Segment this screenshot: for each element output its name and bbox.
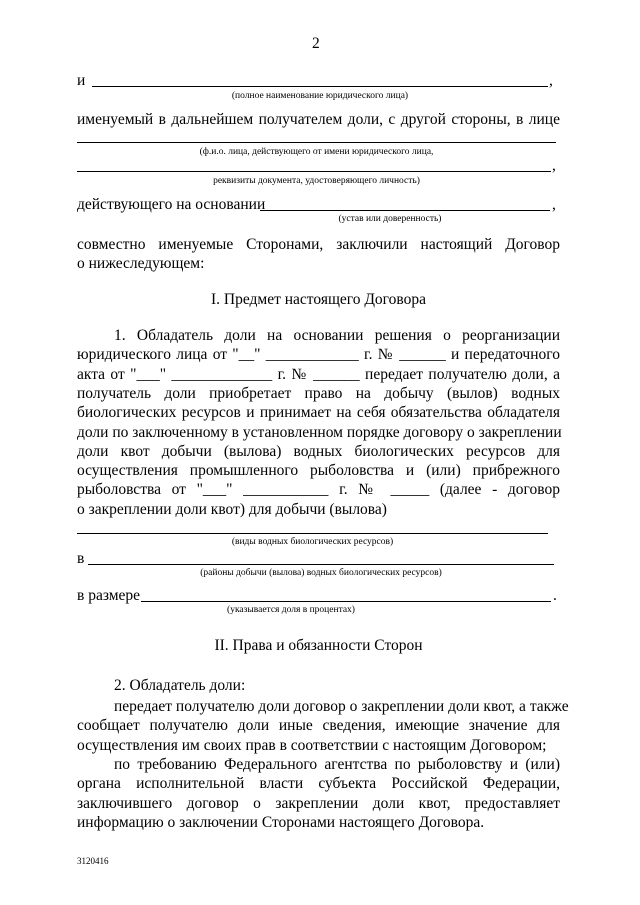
id-doc-line (77, 171, 551, 172)
comma: , (549, 72, 553, 89)
acting-basis-label: действующего на основании (77, 196, 266, 213)
caption-person: (ф.и.о. лица, действующего от имени юридического лица, (199, 147, 434, 157)
clause1-line: получатель доли приобретает право на добычу (вылов) водных (77, 384, 560, 402)
together-line-2: о нижеследующем: (77, 255, 205, 272)
clause2-line: осуществления им своих прав в соответствии с настоящим Договором; (77, 736, 547, 754)
page-number: 2 (312, 35, 320, 52)
clause2-head: 2. Обладатель доли: (114, 677, 246, 694)
clause1-line: 1. Обладатель доли на основании решения о реорганизации (114, 327, 560, 344)
clause1-line: юридического лица от "__" ____________ г. № ______ и передаточного (77, 346, 560, 364)
species-line (77, 533, 548, 534)
basis-line (260, 210, 550, 211)
amount-line (141, 601, 551, 602)
clause2-line: передает получателю доли договор о закреплении доли квот, а также (114, 698, 569, 715)
comma: , (552, 157, 556, 174)
section-2-title: II. Права и обязанности Сторон (214, 637, 423, 654)
person-line (77, 142, 556, 143)
caption-species: (виды водных биологических ресурсов) (231, 537, 394, 547)
together-line-1: совместно именуемые Сторонами, заключили настоящий Договор (77, 236, 560, 253)
caption-id-doc: реквизиты документа, удостоверяющего личность) (213, 176, 420, 186)
clause1-line: доли по заключенному в установленном порядке договору о закреплении (77, 423, 562, 441)
clause1-line: о закреплении доли квот) для добычи (вылова) (77, 500, 387, 518)
section-1-title: I. Предмет настоящего Договора (210, 291, 426, 308)
clause2-line: информацию о заключении Сторонами настоящего Договора. (77, 813, 485, 831)
clause1-line: биологических ресурсов и принимает на себя обязательства обладателя (77, 404, 560, 422)
clause1-line: доли квот добычи (вылова) водных биологических ресурсов для (77, 442, 560, 460)
in-word: в (77, 550, 85, 567)
period: . (553, 587, 557, 604)
caption-share: (указывается доля в процентах) (227, 605, 355, 615)
and-word: и (77, 72, 86, 89)
clause2-line: заключившего договор о закреплении доли квот, предоставляет (77, 794, 560, 812)
clause2-line: по требованию Федерального агентства по рыболовству и (или) (114, 755, 560, 773)
clause2-line: сообщает получателю доли иные сведения, имеющие значение для (77, 717, 560, 735)
footer-code: 3120416 (77, 856, 109, 866)
caption-basis: (устав или доверенность) (338, 214, 442, 224)
comma: , (552, 196, 556, 213)
clause1-line: акта от "___" _____________ г. № ______ передает получателю доли, а (77, 365, 560, 383)
clause1-line: осуществления промышленного рыболовства и (или) прибрежного (77, 462, 560, 480)
caption-entity-name: (полное наименование юридического лица) (231, 91, 409, 101)
caption-regions: (районы добычи (вылова) водных биологических ресурсов) (200, 568, 442, 578)
entity-name-line (92, 86, 548, 87)
clause1-line: рыболовства от "___" ___________ г. № _____ (далее - договор (77, 481, 560, 499)
regions-line (88, 564, 554, 565)
recipient-line: именуемый в дальнейшем получателем доли, с другой стороны, в лице (77, 111, 560, 128)
clause2-line: органа исполнительной власти субъекта Российской Федерации, (77, 775, 560, 793)
amount-label: в размере (77, 587, 141, 604)
